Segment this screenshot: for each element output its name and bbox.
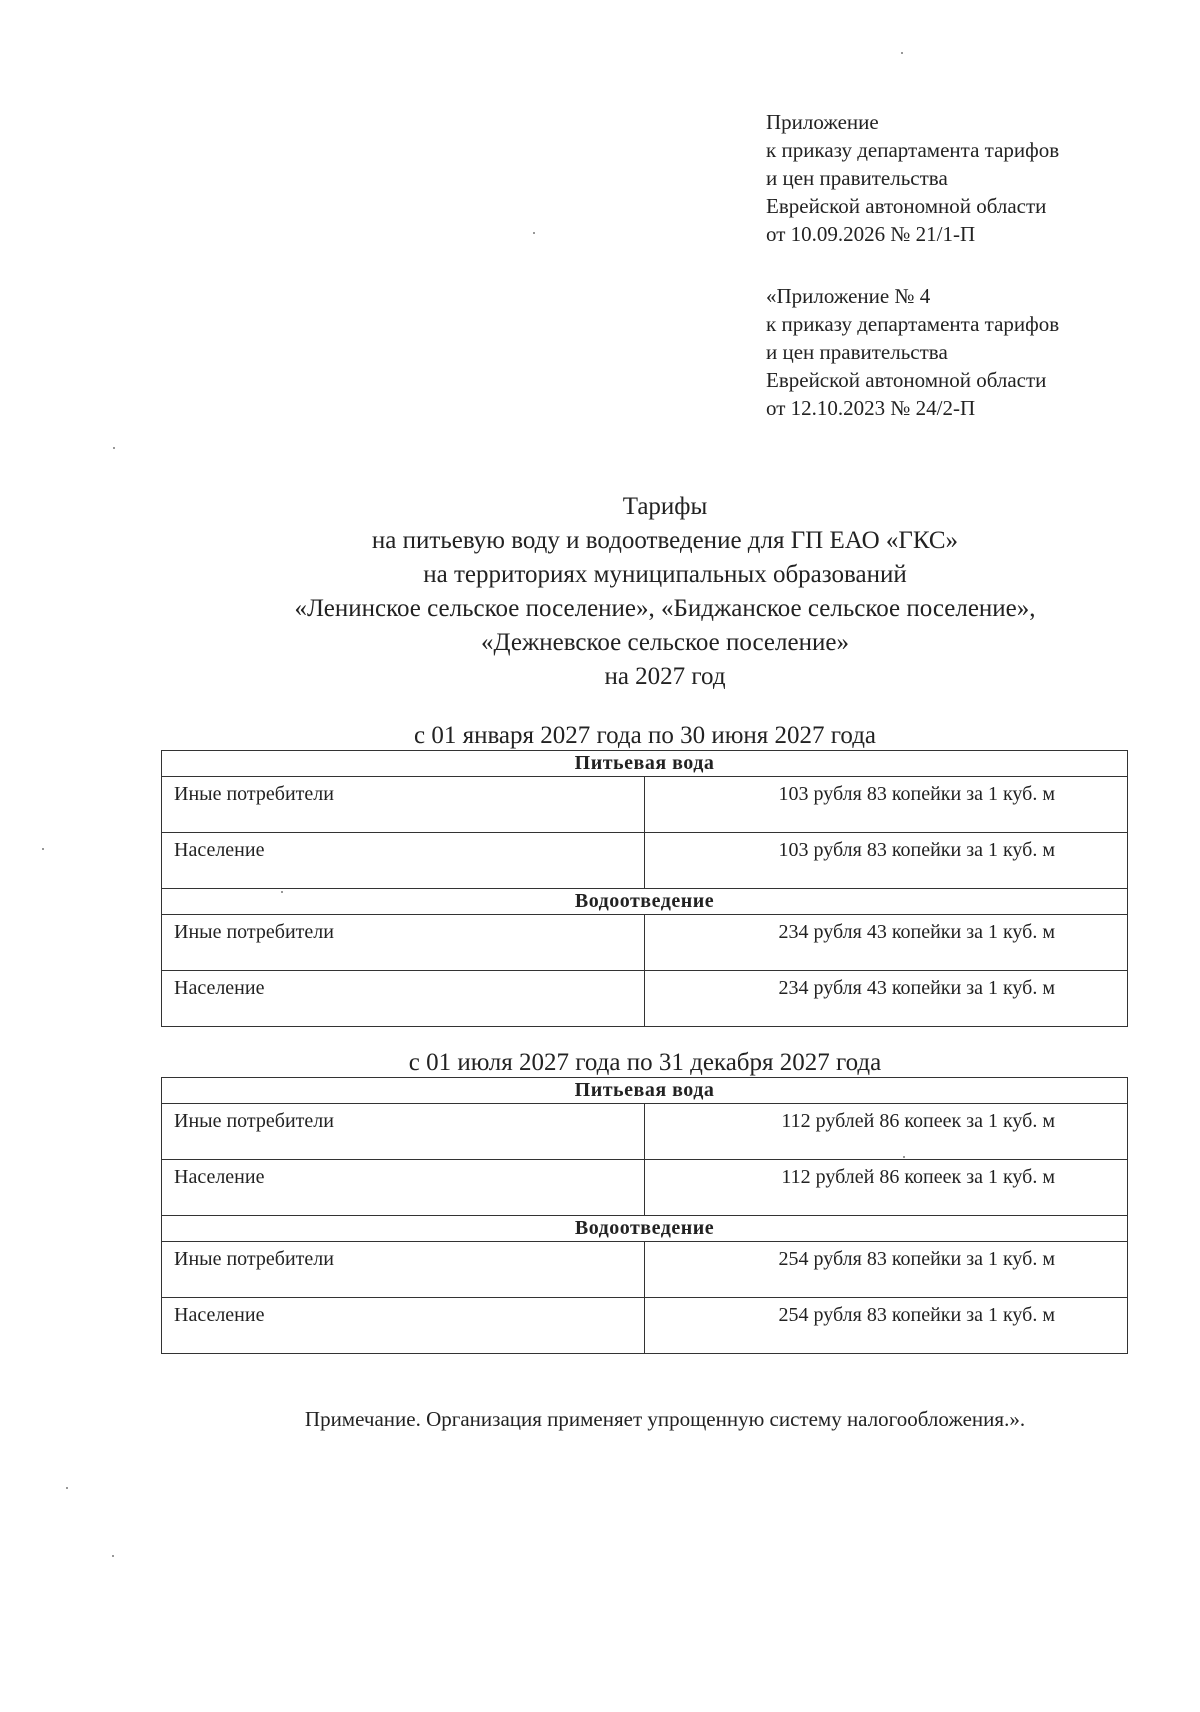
appendix-line: от 10.09.2026 № 21/1-П <box>766 222 976 246</box>
consumer-cell: Иные потребители <box>162 777 645 833</box>
rate-cell: 103 рубля 83 копейки за 1 куб. м <box>645 833 1128 889</box>
scan-speck <box>113 447 115 449</box>
consumer-cell: Население <box>162 833 645 889</box>
table-row <box>162 915 1128 971</box>
table-row <box>162 833 1128 889</box>
rate-cell: 254 рубля 83 копейки за 1 куб. м <box>645 1298 1128 1354</box>
consumer-cell: Иные потребители <box>162 1242 645 1298</box>
consumer-cell: Население <box>162 1298 645 1354</box>
title-line: «Ленинское сельское поселение», «Биджанское сельское поселение», <box>294 595 1036 622</box>
rate-cell: 254 рубля 83 копейки за 1 куб. м <box>645 1242 1128 1298</box>
table-row <box>162 777 1128 833</box>
period-heading-h1: с 01 января 2027 года по 30 июня 2027 года <box>413 722 877 749</box>
rate-cell: 103 рубля 83 копейки за 1 куб. м <box>645 777 1128 833</box>
scan-speck <box>901 52 903 54</box>
consumer-cell: Иные потребители <box>162 1104 645 1160</box>
document-title <box>150 490 1180 694</box>
appendix-line: и цен правительства <box>766 166 948 190</box>
consumer-cell: Иные потребители <box>162 915 645 971</box>
appendix-reference-original <box>766 282 1186 422</box>
rate-cell: 234 рубля 43 копейки за 1 куб. м <box>645 971 1128 1027</box>
section-title-wastewater: Водоотведение <box>162 1216 1128 1242</box>
title-line: на питьевую воду и водоотведение для ГП ЕАО «ГКС» <box>371 527 959 554</box>
scan-speck <box>533 232 535 234</box>
scan-speck <box>42 848 44 850</box>
appendix-reference-current <box>766 108 1186 248</box>
title-line: Тарифы <box>622 493 708 520</box>
tariff-table-h1 <box>161 750 1128 1027</box>
appendix-line: Еврейской автономной области <box>766 194 1047 218</box>
consumer-cell: Население <box>162 971 645 1027</box>
title-line: на 2027 год <box>604 663 726 690</box>
appendix-line: «Приложение № 4 <box>766 284 931 308</box>
footnote: Примечание. Организация применяет упрощенную систему налогообложения.». <box>304 1407 1026 1431</box>
appendix-line: Еврейской автономной области <box>766 368 1047 392</box>
section-row <box>162 1216 1128 1242</box>
section-row <box>162 1078 1128 1104</box>
appendix-line: к приказу департамента тарифов <box>766 138 1060 162</box>
title-line: «Дежневское сельское поселение» <box>481 629 849 656</box>
appendix-line: от 12.10.2023 № 24/2-П <box>766 396 976 420</box>
appendix-line: к приказу департамента тарифов <box>766 312 1060 336</box>
table-row <box>162 971 1128 1027</box>
scan-speck <box>112 1555 114 1557</box>
table-row <box>162 1104 1128 1160</box>
title-line: на территориях муниципальных образований <box>423 561 907 588</box>
table-row <box>162 1160 1128 1216</box>
rate-cell: 112 рублей 86 копеек за 1 куб. м <box>645 1104 1128 1160</box>
section-title-drinking-water: Питьевая вода <box>162 1078 1128 1104</box>
appendix-line: Приложение <box>766 110 879 134</box>
section-title-drinking-water: Питьевая вода <box>162 751 1128 777</box>
table-row <box>162 1298 1128 1354</box>
rate-cell: 234 рубля 43 копейки за 1 куб. м <box>645 915 1128 971</box>
section-row <box>162 751 1128 777</box>
scan-speck <box>281 891 283 893</box>
scan-speck <box>66 1487 68 1489</box>
rate-cell: 112 рублей 86 копеек за 1 куб. м <box>645 1160 1128 1216</box>
tariff-table-h2 <box>161 1077 1128 1354</box>
period-heading-h2: с 01 июля 2027 года по 31 декабря 2027 года <box>408 1049 882 1076</box>
table-row <box>162 1242 1128 1298</box>
section-title-wastewater: Водоотведение <box>162 889 1128 915</box>
consumer-cell: Население <box>162 1160 645 1216</box>
section-row <box>162 889 1128 915</box>
appendix-line: и цен правительства <box>766 340 948 364</box>
scan-speck <box>903 1156 905 1158</box>
